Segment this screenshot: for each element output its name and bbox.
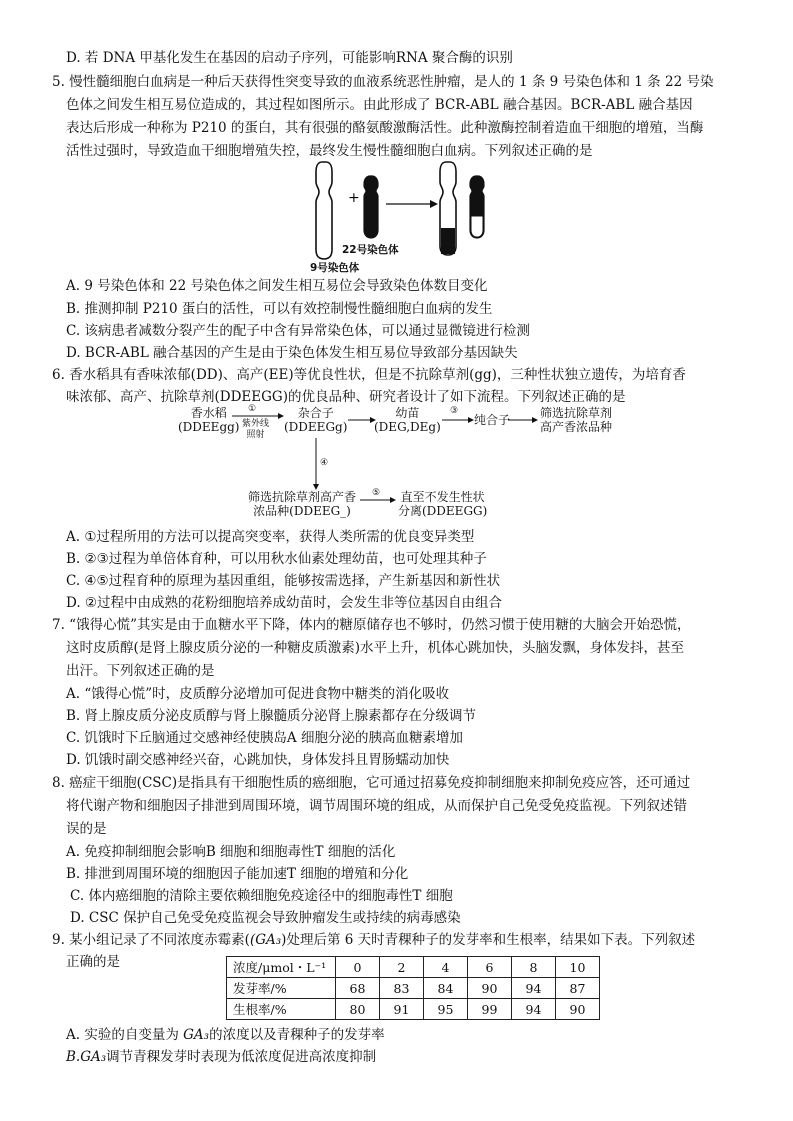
node-selected-variety-line1: 筛选抗除草剂 (540, 406, 613, 420)
node-heterozygote-name: 杂合子 (297, 406, 334, 420)
node-until-no-segregation-line2: 分离(DDEEGG) (398, 504, 488, 518)
step-1-label: ① (248, 404, 257, 414)
q5-option-c: C. 该病患者减数分裂产生的配子中含有异常染色体，可以通过显微镜进行检测 (66, 323, 530, 339)
q9-stem-line2: 正确的是 (66, 954, 120, 970)
q8-stem-line2: 将代谢产物和细胞因子排泄到周围环境，调节周围环境的组成，从而保护自己免受免疫监视。下列叙述错 (66, 798, 687, 814)
q8-option-c: C. 体内癌细胞的清除主要依赖细胞免疫途径中的细胞毒性T 细胞 (70, 888, 453, 904)
q6-stem-line1: 6. 香水稻具有香味浓郁(DD)、高产(EE)等优良性状，但是不抗除草剂(gg)，三种性状独立遗传，为培育香 (52, 367, 686, 383)
breeding-flow-diagram (170, 404, 640, 524)
node-screen-herbicide-line2: 浓品种(DDEEG_) (253, 504, 351, 518)
q7-option-c: C. 饥饿时下丘脑通过交感神经使胰岛A 细胞分泌的胰高血糖素增加 (66, 730, 463, 746)
q9-option-a-part2: 的浓度以及青稞种子的发芽率 (209, 1027, 385, 1043)
node-fragrant-rice (178, 406, 240, 434)
q9-option-b-ga3: GA₃ (80, 1049, 107, 1065)
q8-stem-line3: 误的是 (66, 821, 107, 837)
table-header-cell: 2 (380, 957, 424, 978)
node-seedling (374, 406, 441, 434)
q5-option-a: A. 9 号染色体和 22 号染色体之间发生相互易位会导致染色体数目变化 (66, 278, 488, 294)
table-cell: 90 (556, 999, 600, 1020)
q7-option-b: B. 肾上腺皮质分泌皮质醇与肾上腺髓质分泌肾上腺素都存在分级调节 (66, 708, 477, 724)
table-cell: 91 (380, 999, 424, 1020)
node-selected-variety-line2: 高产香浓品种 (540, 420, 613, 434)
q5-option-d: D. BCR-ABL 融合基因的产生是由于染色体发生相互易位导致部分基因缺失 (66, 345, 518, 361)
q9-stem-line1 (52, 931, 695, 949)
q9-option-a-ga3: GA₃ (183, 1027, 210, 1043)
q7-stem-line3: 出汗。下列叙述正确的是 (66, 663, 215, 679)
table-cell: 68 (336, 978, 380, 999)
table-cell: 94 (512, 999, 556, 1020)
table-cell: 80 (336, 999, 380, 1020)
table-cell: 84 (424, 978, 468, 999)
q8-option-b: B. 排泄到周围环境的细胞因子能加速T 细胞的增殖和分化 (66, 866, 409, 882)
q8-stem-line1: 8. 癌症干细胞(CSC)是指具有干细胞性质的癌细胞，它可通过招募免疫抑制细胞来抑制免疫应答，还可通过 (52, 775, 691, 791)
node-screen-herbicide (248, 490, 356, 518)
q5-stem-line4: 活性过强时，导致造血干细胞增殖失控，最终发生慢性髓细胞白血病。下列叙述正确的是 (66, 143, 593, 159)
step-1-note-line2: 照射 (246, 430, 265, 440)
node-seedling-name: 幼苗 (395, 406, 420, 420)
q5-stem-line3: 表达后形成一种称为 P210 的蛋白，其有很强的酪氨酸激酶活性。此种激酶控制着造血干细胞的增殖，当酶 (66, 120, 704, 136)
table-cell: 94 (512, 978, 556, 999)
node-heterozygote (284, 406, 347, 434)
table-header-cell: 10 (556, 957, 600, 978)
table-header-row (227, 957, 600, 978)
q5-stem-line1: 5. 慢性髓细胞白血病是一种后天获得性突变导致的血液系统恶性肿瘤，是人的 1 条 9 号染色体和 1 条 22 号染 (52, 74, 714, 90)
step-1-note (242, 419, 269, 441)
q9-option-b-part2: 调节青稞发芽时表现为低浓度促进高浓度抑制 (106, 1049, 377, 1065)
node-until-no-segregation (398, 490, 487, 518)
q5-stem-line2: 色体之间发生相互易位造成的，其过程如图所示。由此形成了 BCR-ABL 融合基因。BCR-ABL 融合基因 (66, 97, 693, 113)
node-fragrant-rice-name: 香水稻 (190, 406, 227, 420)
q9-option-a (66, 1026, 385, 1044)
q9-stem-ga3: (GA₃ (249, 932, 282, 948)
translocated-segment-9 (471, 216, 483, 237)
q7-stem-line2: 这时皮质醇(是肾上腺皮质分泌的一种糖皮质激素)水平上升，机体心跳加快，头脑发飘，身体发抖，甚至 (66, 640, 685, 656)
q4-option-d: D. 若 DNA 甲基化发生在基因的启动子序列，可能影响RNA 聚合酶的识别 (66, 50, 513, 66)
table-header-label: 浓度/μmol・L⁻¹ (227, 957, 336, 978)
plus-sign: + (348, 190, 360, 206)
q6-option-b: B. ②③过程为单倍体育种，可以用秋水仙素处理幼苗，也可处理其种子 (66, 551, 487, 567)
node-selected-variety (540, 406, 612, 434)
step-5-label: ⑤ (372, 488, 381, 498)
q6-option-c: C. ④⑤过程育种的原理为基因重组，能够按需选择，产生新基因和新性状 (66, 573, 501, 589)
arrow-head (430, 200, 438, 208)
q8-option-a: A. 免疫抑制细胞会影响B 细胞和细胞毒性T 细胞的活化 (66, 844, 396, 860)
step-3-label: ③ (450, 406, 459, 416)
q9-stem-part2: )处理后第 6 天时青稞种子的发芽率和生根率，结果如下表。下列叙述 (281, 932, 696, 948)
label-chromosome-9: 9号染色体 (310, 262, 360, 274)
q6-option-d: D. ②过程中由成熟的花粉细胞培养成幼苗时，会发生非等位基因自由组合 (66, 595, 503, 611)
chromosome-translocation-figure (300, 158, 520, 276)
node-screen-herbicide-line1: 筛选抗除草剂高产香 (248, 490, 357, 504)
q6-option-a: A. ①过程所用的方法可以提高突变率，获得人类所需的优良变异类型 (66, 529, 475, 545)
table-header-cell: 8 (512, 957, 556, 978)
q7-option-d: D. 饥饿时副交感神经兴奋，心跳加快，身体发抖且胃肠蠕动加快 (66, 752, 450, 768)
q7-option-a: A. “饿得心慌”时，皮质醇分泌增加可促进食物中糖类的消化吸收 (66, 686, 450, 702)
q9-option-b (66, 1048, 376, 1066)
label-chromosome-22: 22号染色体 (342, 244, 399, 256)
node-until-no-segregation-line1: 直至不发生性状 (400, 490, 485, 504)
node-heterozygote-genotype: (DDEEGg) (284, 420, 348, 434)
q6-stem-line2: 味浓郁、高产、抗除草剂(DDEEGG)的优良品种、研究者设计了如下流程。下列叙述正确的是 (66, 389, 626, 405)
table-row (227, 999, 600, 1020)
table-cell: 83 (380, 978, 424, 999)
step-1-note-line1: 紫外线 (242, 419, 270, 429)
table-header-cell: 4 (424, 957, 468, 978)
chromosome-9 (316, 162, 332, 259)
q5-option-b: B. 推测抑制 P210 蛋白的活性，可以有效控制慢性髓细胞白血病的发生 (66, 301, 493, 317)
q9-option-b-part1: B. (66, 1049, 81, 1065)
translocated-segment-22 (441, 228, 455, 254)
table-header-cell: 6 (468, 957, 512, 978)
node-seedling-genotype: (DEG,DEg) (374, 420, 441, 434)
chromosome-drawing (300, 158, 520, 276)
node-homozygote: 纯合子 (474, 413, 511, 427)
step-4-label: ④ (320, 458, 329, 468)
q7-stem-line1: 7. “饿得心慌”其实是由于血糖水平下降，体内的糖原储存也不够时，仍然习惯于使用糖的大脑会开始恐慌， (52, 617, 691, 633)
q9-stem-part1: 9. 某小组记录了不同浓度赤霉素( (52, 932, 250, 948)
table-cell: 87 (556, 978, 600, 999)
q8-option-d: D. CSC 保护自己免受免疫监视会导致肿瘤发生或持续的病毒感染 (70, 910, 461, 926)
table-row (227, 978, 600, 999)
table-cell: 95 (424, 999, 468, 1020)
table-cell: 90 (468, 978, 512, 999)
germination-data-table (226, 956, 600, 1020)
node-fragrant-rice-genotype: (DDEEgg) (178, 420, 240, 434)
table-row-label: 生根率/% (227, 999, 336, 1020)
table-header-cell: 0 (336, 957, 380, 978)
table-row-label: 发芽率/% (227, 978, 336, 999)
chromosome-22 (364, 176, 378, 238)
table-cell: 99 (468, 999, 512, 1020)
q9-option-a-part1: A. 实验的自变量为 (66, 1027, 184, 1043)
